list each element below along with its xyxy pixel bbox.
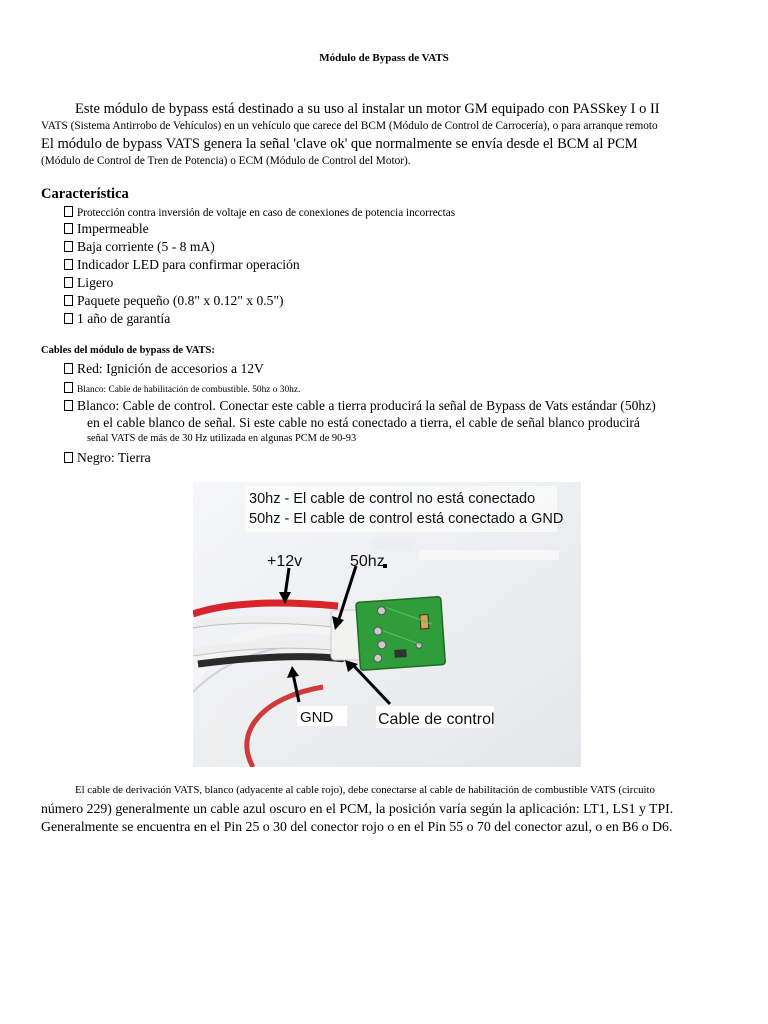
bullet-box-icon <box>64 295 73 306</box>
bullet-box-icon <box>64 363 73 374</box>
intro-line-1: Este módulo de bypass está destinado a su uso al instalar un motor GM equipado con PASSkey I o II <box>75 101 660 117</box>
closing-line-1: El cable de derivación VATS, blanco (adyacente al cable rojo), debe conectarse al cable de habilitación de combustible VATS (circuito <box>75 784 655 796</box>
bullet-box-icon <box>64 452 73 463</box>
intro-line-3: El módulo de bypass VATS genera la señal 'clave ok' que normalmente se envía desde el BCM al PCM <box>41 136 638 152</box>
label-50hz: 50hz <box>350 553 385 570</box>
bullet-box-icon <box>64 382 73 393</box>
bullet-box-icon <box>64 277 73 288</box>
feature-item: Baja corriente (5 - 8 mA) <box>64 239 215 255</box>
features-heading: Característica <box>41 186 129 202</box>
intro-line-2: VATS (Sistema Antirrobo de Vehículos) en un vehículo que carece del BCM (Módulo de Control de Carrocería), o para arranque remoto <box>41 120 658 132</box>
label-control-cable: Cable de control <box>378 711 495 728</box>
cable-item: Blanco: Cable de habilitación de combustible. 50hz o 30hz. <box>64 382 300 395</box>
feature-item: Indicador LED para confirmar operación <box>64 257 300 273</box>
feature-item: 1 año de garantía <box>64 311 170 327</box>
cables-heading: Cables del módulo de bypass de VATS: <box>41 345 215 356</box>
module-photo <box>193 482 581 767</box>
label-12v: +12v <box>267 553 303 570</box>
feature-item: Ligero <box>64 275 113 291</box>
photo-caption-line-2: 50hz - El cable de control está conectado a GND <box>249 511 564 527</box>
bullet-box-icon <box>64 400 73 411</box>
photo-caption-line-1: 30hz - El cable de control no está conectado <box>249 491 536 507</box>
label-gnd: GND <box>300 709 334 726</box>
cable-item: Negro: Tierra <box>64 450 151 466</box>
cable-item-continuation: en el cable blanco de señal. Si este cable no está conectado a tierra, el cable de señal blanco producirá <box>87 415 640 430</box>
bullet-box-icon <box>64 259 73 270</box>
bullet-box-icon <box>64 206 73 217</box>
feature-item: Protección contra inversión de voltaje en caso de conexiones de potencia incorrectas <box>64 206 455 219</box>
document-title: Módulo de Bypass de VATS <box>319 52 449 64</box>
feature-item: Paquete pequeño (0.8" x 0.12" x 0.5") <box>64 293 284 309</box>
feature-item: Impermeable <box>64 221 149 237</box>
bullet-box-icon <box>64 313 73 324</box>
cable-item: Blanco: Cable de control. Conectar este cable a tierra producirá la señal de Bypass de Vats estándar (50hz) <box>64 398 656 414</box>
bullet-box-icon <box>64 241 73 252</box>
pcb-board <box>356 597 446 671</box>
intro-line-4: (Módulo de Control de Tren de Potencia) o ECM (Módulo de Control del Motor). <box>41 155 411 167</box>
cable-item: Red: Ignición de accesorios a 12V <box>64 361 264 377</box>
bullet-box-icon <box>64 223 73 234</box>
closing-line-2: número 229) generalmente un cable azul oscuro en el PCM, la posición varía según la aplicación: LT1, LS1 y TPI. <box>41 801 674 816</box>
closing-line-3: Generalmente se encuentra en el Pin 25 o 30 del conector rojo o en el Pin 55 o 70 del conector azul, o en B6 o D6. <box>41 819 673 834</box>
cable-item-continuation: señal VATS de más de 30 Hz utilizada en algunas PCM de 90-93 <box>87 433 357 444</box>
